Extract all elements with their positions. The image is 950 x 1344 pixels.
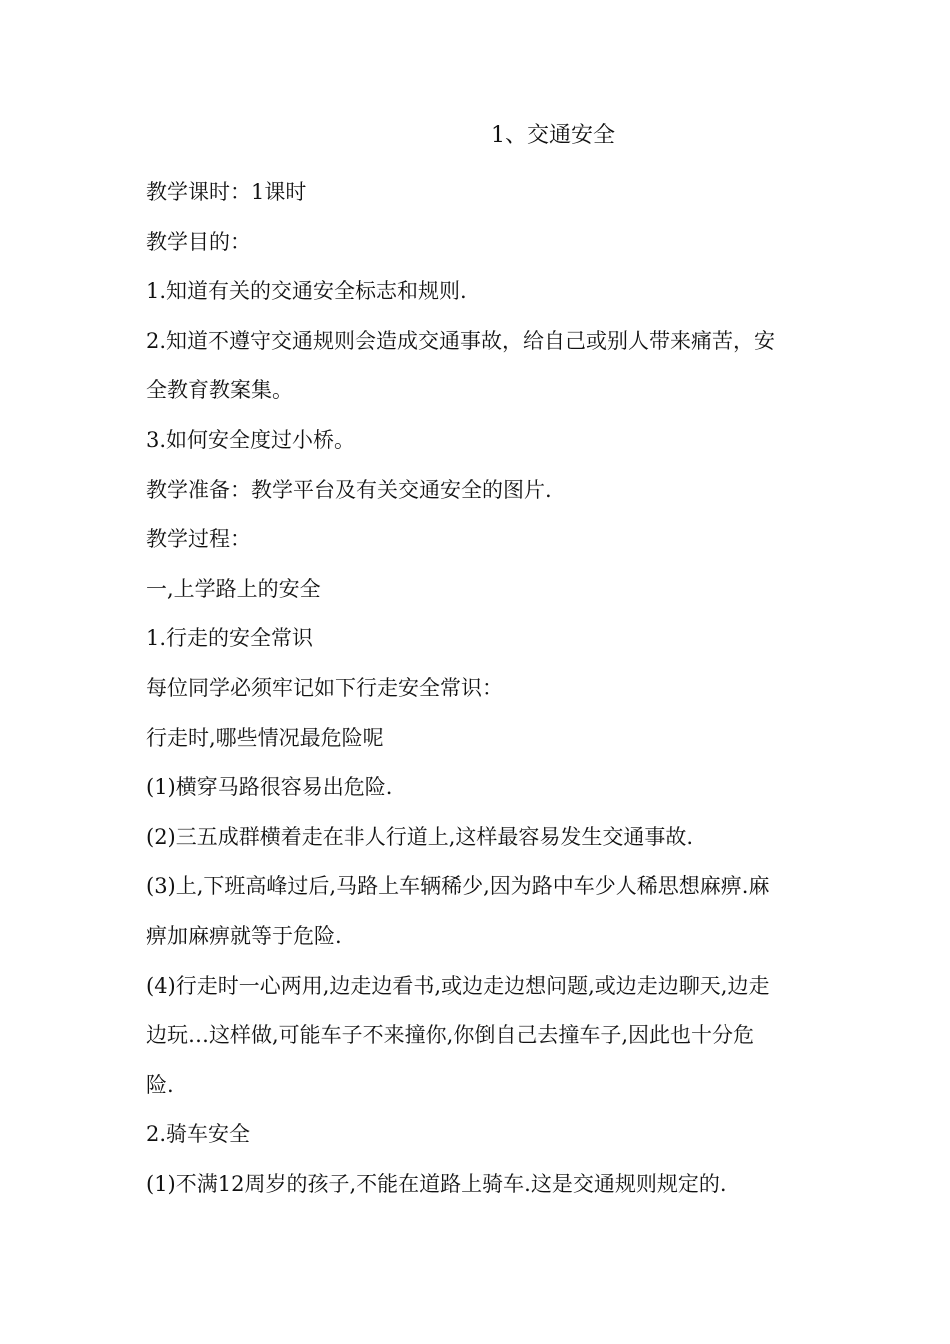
text-line: 教学过程： [146, 527, 251, 552]
text-line: 1.行走的安全常识 [146, 626, 314, 651]
text-line: 一,上学路上的安全 [146, 576, 321, 601]
text-line: 行走时,哪些情况最危险呢 [146, 725, 384, 750]
text-line: 每位同学必须牢记如下行走安全常识： [146, 675, 503, 700]
text-line: 全教育教案集。 [146, 378, 293, 403]
text-line: 痹加麻痹就等于危险. [146, 923, 342, 948]
text-line: 边玩…这样做,可能车子不来撞你,你倒自己去撞车子,因此也十分危 [146, 1023, 755, 1048]
text-line: 1.知道有关的交通安全标志和规则. [146, 279, 467, 304]
text-line: 教学目的： [146, 229, 251, 254]
text-line: 教学课时：1课时 [146, 180, 307, 204]
text-line: 2.骑车安全 [146, 1122, 251, 1147]
document-body [146, 168, 812, 1209]
text-line: (1)不满12周岁的孩子,不能在道路上骑车.这是交通规则规定的. [146, 1171, 727, 1196]
text-line: 2.知道不遵守交通规则会造成交通事故，给自己或别人带来痛苦，安 [146, 328, 776, 353]
text-line: (3)上,下班高峰过后,马路上车辆稀少,因为路中车少人稀思想麻痹.麻 [146, 874, 770, 899]
text-line: (1)横穿马路很容易出危险. [146, 775, 393, 800]
text-line: (2)三五成群横着走在非人行道上,这样最容易发生交通事故. [146, 824, 694, 849]
text-line: (4)行走时一心两用,边走边看书,或边走边想问题,或边走边聊天,边走 [146, 973, 770, 998]
text-line: 教学准备：教学平台及有关交通安全的图片. [146, 477, 552, 502]
text-line: 险. [146, 1072, 174, 1097]
text-line: 3.如何安全度过小桥。 [146, 427, 356, 452]
document-title: 1、交通安全 [491, 123, 615, 148]
